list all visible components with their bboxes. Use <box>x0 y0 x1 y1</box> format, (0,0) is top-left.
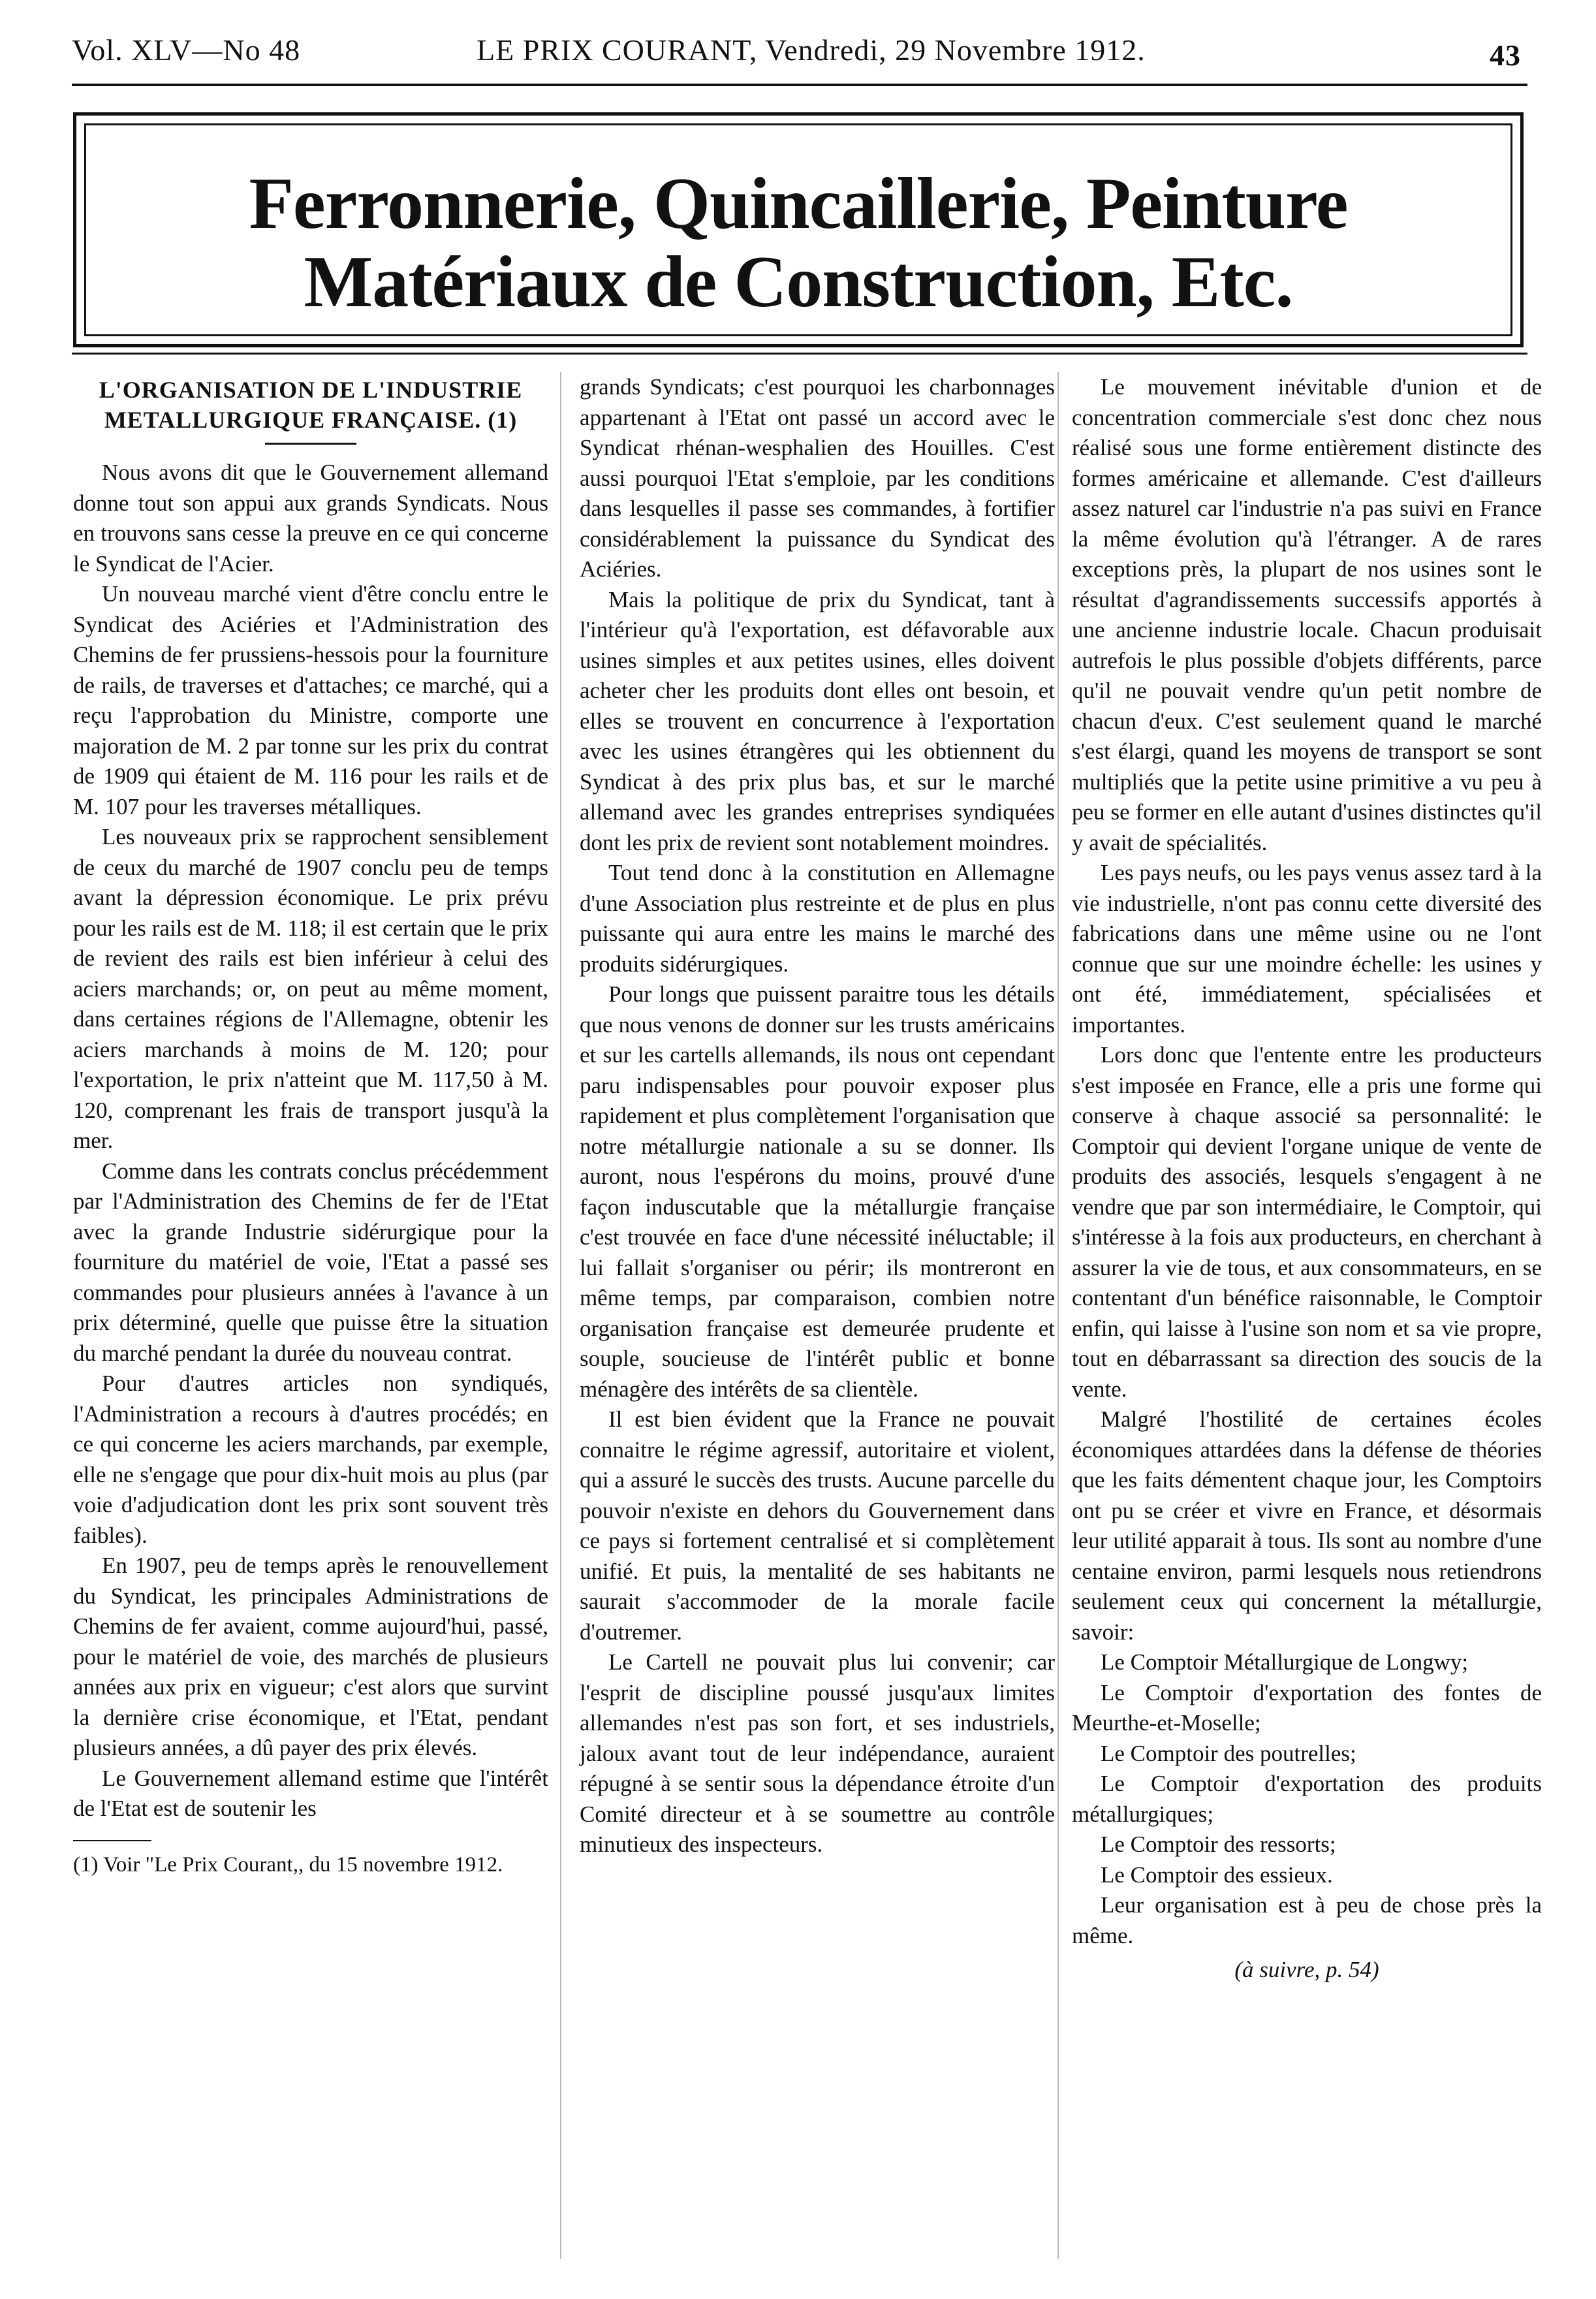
section-title-box <box>73 112 1524 347</box>
footnote: (1) Voir "Le Prix Courant,, du 15 novembre 1912. <box>73 1852 503 1877</box>
paragraph: Le Cartell ne pouvait plus lui convenir; car l'esprit de discipline poussé jusqu'aux limites allemandes n'est pas son fort, et ses industriels, jaloux avant tout de leur indépendance, auraient répugné à se sentir sous la dépendance étroite d'un Comité directeur et à se soumettre au contrôle minutieux des inspecteurs. <box>580 1649 1055 1857</box>
column-divider <box>560 372 561 2259</box>
continuation-note: (à suivre, p. 54) <box>1234 1957 1379 1982</box>
paragraph: Les nouveaux prix se rapprochent sensiblement de ceux du marché de 1907 conclu peu de temps avant la dépression économique. Le prix prévu pour les rails est de M. 118; il est certain que le prix de revient des rails est bien inférieur à celui des aciers marchands; or, on peut au même moment, dans certaines régions de l'Allemagne, obtenir les aciers marchands à moins de M. 120; pour l'exportation, le prix n'atteint que M. 117,50 à M. 120, comprenant les frais de transport jusqu'à la mer. <box>73 824 548 1153</box>
paragraph: Le mouvement inévitable d'union et de concentration commerciale s'est donc chez nous réalisé sous une forme entièrement distincte des formes américaine et allemande. C'est d'ailleurs assez naturel car l'industrie n'a pas suivi en France la même évolution qu'à l'étranger. A de rares exceptions près, la plupart de nos usines sont le résultat d'agrandissements successifs apportés à une ancienne industrie locale. Chacun produisait autrefois le plus possible d'objets différents, parce qu'il ne pouvait vendre qu'un petit nombre de chacun d'eux. C'est seulement quand le marché s'est élargi, quand les moyens de transport se sont multipliés que la petite usine primitive a vu peu à peu se former en elle autant d'usines distinctes qu'il y avait de spécialités. <box>1072 374 1542 855</box>
paragraph: Il est bien évident que la France ne pouvait connaitre le régime agressif, autoritaire et violent, qui a assuré le succès des trusts. Aucune parcelle du pouvoir n'existe en dehors du Gouvernement dans ce pays si fortement centralisé et si complètement unifié. Et puis, la mentalité de ses habitants ne saurait s'accommoder de la morale facile d'outremer. <box>580 1406 1055 1645</box>
paragraph: Les pays neufs, ou les pays venus assez tard à la vie industrielle, n'ont pas connu cette diversité des fabrications dans une même usine ou ne l'ont connue que sur une moindre échelle: les usines y ont été, immédiatement, spécialisées et importantes. <box>1072 860 1542 1038</box>
paragraph: grands Syndicats; c'est pourquoi les charbonnages appartenant à l'Etat ont passé un accord avec le Syndicat rhénan-wesphalien des Houilles. C'est aussi pourquoi l'Etat s'emploie, par les conditions dans lesquelles il passe ses commandes, à fortifier considérablement la puissance du Syndicat des Aciéries. <box>580 374 1055 582</box>
paragraph: Leur organisation est à peu de chose près la même. <box>1072 1892 1542 1948</box>
section-title-line1: Ferronnerie, Quincaillerie, Peinture <box>249 163 1348 244</box>
paragraph: Malgré l'hostilité de certaines écoles économiques attardées dans la défense de théories que les faits démentent chaque jour, les Comptoirs ont pu se créer et vivre en France, et désormais leur utilité apparait à tous. Ils sont au nombre d'une centaine environ, parmi lesquels nous retiendrons seulement ceux qui concernent la métallurgie, savoir: <box>1072 1406 1542 1645</box>
footnote-rule <box>73 1840 151 1841</box>
page-header <box>72 26 1527 78</box>
paragraph: Pour longs que puissent paraitre tous les détails que nous venons de donner sur les trusts américains et sur les cartells allemands, ils nous ont cependant paru indispensables pour pouvoir exposer plus rapidement et plus complètement l'organisation que notre métallurgie nationale a su se donner. Ils auront, nous l'espérons du moins, prouvé d'une façon induscutable que la métallurgie française c'est trouvée en face d'une nécessité inéluctable; il lui fallait s'organiser ou périr; ils montreront en même temps, par comparaison, combien notre organisation française est demeurée prudente et souple, soucieuse de l'intérêt public et bonne ménagère des intérêts de sa clientèle. <box>580 981 1055 1402</box>
column-3 <box>1072 372 1542 1986</box>
column-divider <box>1057 372 1059 2259</box>
volume-number: Vol. XLV—No 48 <box>72 33 301 67</box>
paragraph: Mais la politique de prix du Syndicat, tant à l'intérieur qu'à l'exportation, est défavorable aux usines simples et aux petites usines, elles doivent acheter cher les produits dont elles ont besoin, et elles se trouvent en concurrence à l'exportation avec les usines étrangères qui les obtiennent du Syndicat à des prix plus bas, et sur le marché allemand avec les grandes entreprises syndiquées dont les prix de revient sont notablement moindres. <box>580 586 1055 855</box>
list-item: Le Comptoir d'exportation des fontes de Meurthe-et-Moselle; <box>1072 1679 1542 1736</box>
paragraph: Nous avons dit que le Gouvernement allemand donne tout son appui aux grands Syndicats. Nous en trouvons sans cesse la preuve en ce qui concerne le Syndicat de l'Acier. <box>73 460 548 577</box>
paragraph: Lors donc que l'entente entre les producteurs s'est imposée en France, elle a pris une forme qui conserve à chaque associé sa personnalité: le Comptoir qui devient l'organe unique de vente de produits des associés, lesquels s'engagent à ne vendre que par son intermédiaire, le Comptoir, qui s'intéresse à la fois aux producteurs, en cherchant à assurer la vie de tous, et aux consommateurs, en se contentant d'un bénéfice raisonnable, le Comptoir enfin, qui laisse à l'usine son nom et sa vie propre, tout en débarrassant sa direction des soucis de la vente. <box>1072 1042 1542 1402</box>
list-item: Le Comptoir des ressorts; <box>1101 1831 1336 1857</box>
list-item: Le Comptoir des poutrelles; <box>1101 1740 1356 1766</box>
page-number: 43 <box>1490 39 1521 72</box>
section-title-inner-frame <box>84 123 1512 336</box>
paragraph: Pour d'autres articles non syndiqués, l'Administration a recours à d'autres procédés; en ce qui concerne les aciers marchands, par exemple, elle ne s'engage que pour dix-huit mois au plus (par voie d'adjudication dont les prix sont souvent très faibles). <box>73 1371 548 1548</box>
paragraph: Comme dans les contrats conclus précédemment par l'Administration des Chemins de fer de l'Etat avec la grande Industrie sidérurgique pour la fourniture du matériel de voie, l'Etat a passé ses commandes pour plusieurs années à l'avance à un prix déterminé, quelle que puisse être la situation du marché pendant la durée du nouveau contrat. <box>73 1158 548 1366</box>
list-item: Le Comptoir des essieux. <box>1101 1862 1333 1888</box>
paragraph: Le Gouvernement allemand estime que l'intérêt de l'Etat est de soutenir les <box>73 1765 548 1821</box>
title-bottom-rule <box>72 353 1527 355</box>
list-item: Le Comptoir Métallurgique de Longwy; <box>1101 1649 1469 1675</box>
article-title-rule <box>265 443 356 445</box>
header-rule <box>72 84 1527 86</box>
paragraph: Un nouveau marché vient d'être conclu entre le Syndicat des Aciéries et l'Administration des Chemins de fer prussiens-hessois pour la fourniture de rails, de traverses et d'attaches; ce marché, qui a reçu l'approbation du Ministre, comporte une majoration de M. 2 par tonne sur les prix du contrat de 1909 qui étaient de M. 116 pour les rails et de M. 107 pour les traverses métalliques. <box>73 581 548 819</box>
list-item: Le Comptoir d'exportation des produits métallurgiques; <box>1072 1771 1542 1827</box>
section-title-line2: Matériaux de Construction, Etc. <box>304 242 1293 323</box>
column-2 <box>580 372 1055 1860</box>
masthead: LE PRIX COURANT, Vendredi, 29 Novembre 1912. <box>477 33 1146 67</box>
article-title: L'ORGANISATION DE L'INDUSTRIE METALLURGIQUE FRANÇAISE. (1) <box>99 377 523 433</box>
paragraph: En 1907, peu de temps après le renouvellement du Syndicat, les principales Administrations de Chemins de fer avaient, comme aujourd'hui, passé, pour le matériel de voie, des marchés de plusieurs années aux prix en vigueur; c'est alors que survint la dernière crise économique, et l'Etat, pendant plusieurs années, a dû payer des prix élevés. <box>73 1553 548 1760</box>
paragraph: Tout tend donc à la constitution en Allemagne d'une Association plus restreinte et de plus en plus puissante qui aura entre les mains le marché des produits sidérurgiques. <box>580 860 1055 977</box>
column-1 <box>73 372 548 1879</box>
